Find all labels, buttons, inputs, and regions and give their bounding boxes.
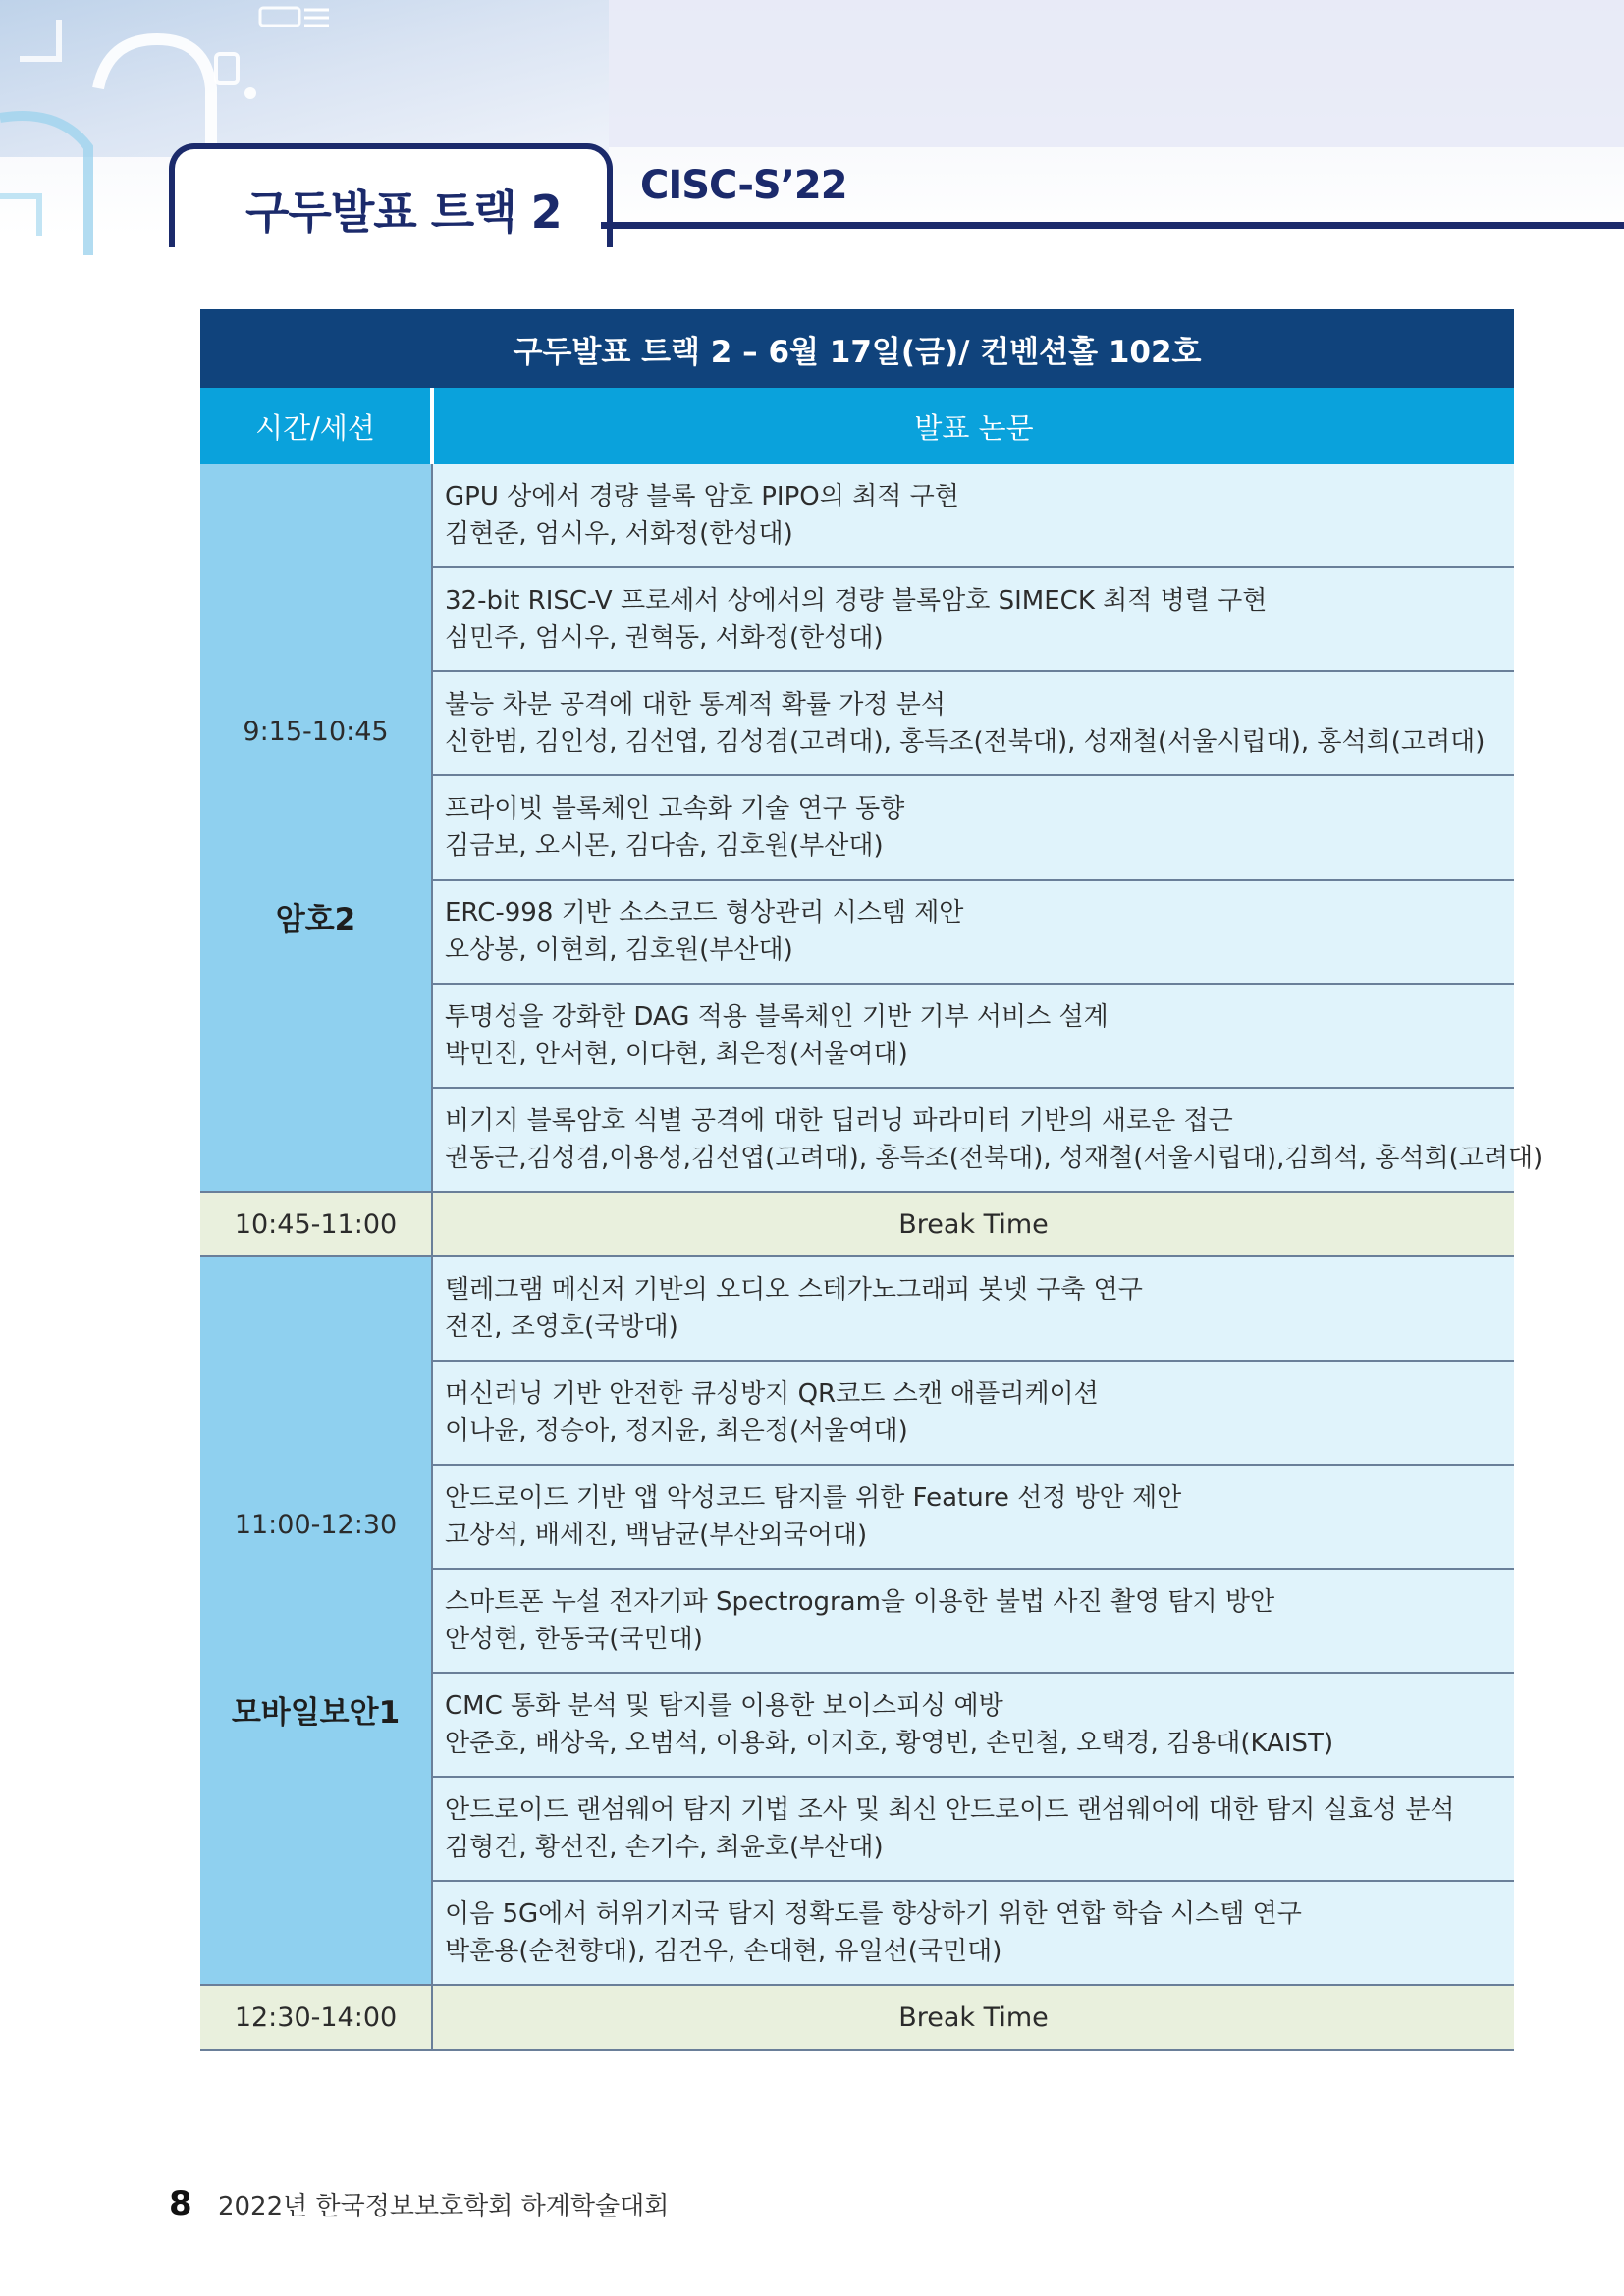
break-label: Break Time [432,1985,1514,2050]
paper-authors: 안성현, 한동국(국민대) [445,1625,703,1654]
paper-entry [432,1256,1514,1361]
paper-entry [432,1088,1543,1192]
paper-title: 안드로이드 랜섬웨어 탐지 기법 조사 및 최신 안드로이드 랜섬웨어에 대한 탐지 실효성 분석 [445,1795,1455,1825]
break-time: 10:45-11:00 [200,1192,432,1256]
paper-title: 안드로이드 기반 앱 악성코드 탐지를 위한 Feature 선정 방안 제안 [445,1483,1182,1513]
paper-authors: 김현준, 엄시우, 서화정(한성대) [445,519,793,549]
paper-entry [432,1673,1514,1777]
paper-authors: 박훈용(순천향대), 김건우, 손대현, 유일선(국민대) [445,1937,1002,1966]
paper-title: GPU 상에서 경량 블록 암호 PIPO의 최적 구현 [445,482,959,511]
footer-event-name: 2022년 한국정보보호학회 하계학술대회 [217,2192,670,2221]
paper-entry [432,1881,1514,1985]
session-time: 11:00-12:30 [234,1510,398,1540]
session-name: 모바일보안1 [231,1695,401,1731]
column-header-time: 시간/세션 [200,388,432,464]
table-caption: 구두발표 트랙 2 – 6월 17일(금)/ 컨벤션홀 102호 [200,309,1514,388]
schedule-table [200,309,1543,2051]
paper-entry [432,671,1514,775]
session-cell [200,464,432,1192]
break-time: 12:30-14:00 [200,1985,432,2050]
paper-authors: 오상봉, 이현희, 김호원(부산대) [445,935,793,965]
session-name: 암호2 [275,902,356,937]
conference-name: CISC-S’22 [640,163,847,208]
paper-entry [432,1569,1514,1673]
break-label: Break Time [432,1192,1514,1256]
paper-title: 투명성을 강화한 DAG 적용 블록체인 기반 기부 서비스 설계 [445,1002,1109,1032]
paper-authors: 김금보, 오시몬, 김다솜, 김호원(부산대) [445,831,884,861]
paper-authors: 이나윤, 정승아, 정지윤, 최은정(서울여대) [445,1416,908,1446]
paper-entry [432,984,1514,1088]
paper-authors: 심민주, 엄시우, 권혁동, 서화정(한성대) [445,623,884,653]
paper-title: 불능 차분 공격에 대한 통계적 확률 가정 분석 [445,690,946,720]
paper-authors: 안준호, 배상욱, 오범석, 이용화, 이지호, 황영빈, 손민철, 오택경, 김용대(KAIST) [445,1729,1334,1758]
paper-entry [432,775,1514,880]
paper-authors: 신한범, 김인성, 김선엽, 김성겸(고려대), 홍득조(전북대), 성재철(서울시립대), 홍석희(고려대) [445,727,1486,757]
paper-title: CMC 통화 분석 및 탐지를 이용한 보이스피싱 예방 [445,1691,1003,1721]
paper-title: ERC-998 기반 소스코드 형상관리 시스템 제안 [445,898,964,928]
page-footer [169,2184,669,2223]
paper-title: 스마트폰 누설 전자기파 Spectrogram을 이용한 불법 사진 촬영 탐지 방안 [445,1587,1275,1617]
track-title: 구두발표 트랙 2 [245,186,562,239]
paper-entry [432,1465,1514,1569]
paper-entry [432,880,1514,984]
paper-title: 이음 5G에서 허위기지국 탐지 정확도를 향상하기 위한 연합 학습 시스템 연구 [445,1899,1302,1929]
paper-authors: 권동근,김성겸,이용성,김선엽(고려대), 홍득조(전북대), 성재철(서울시립대),김희석, 홍석희(고려대) [445,1144,1543,1173]
page-number: 8 [169,2184,192,2223]
paper-title: 머신러닝 기반 안전한 큐싱방지 QR코드 스캔 애플리케이션 [445,1379,1099,1409]
session-time: 9:15-10:45 [243,717,389,747]
session-cell [200,1256,432,1985]
paper-authors: 박민진, 안서현, 이다현, 최은정(서울여대) [445,1040,908,1069]
paper-title: 32-bit RISC-V 프로세서 상에서의 경량 블록암호 SIMECK 최적 병렬 구현 [445,586,1268,615]
paper-title: 프라이빗 블록체인 고속화 기술 연구 동향 [445,794,905,824]
track-title-tab [169,143,613,247]
paper-authors: 전진, 조영호(국방대) [445,1312,678,1342]
paper-authors: 고상석, 배세진, 백남균(부산외국어대) [445,1521,868,1550]
paper-entry [432,1777,1514,1881]
paper-entry [432,1361,1514,1465]
header-rule [601,222,1624,229]
column-header-paper: 발표 논문 [432,388,1514,464]
paper-authors: 김형건, 황선진, 손기수, 최윤호(부산대) [445,1833,884,1862]
paper-title: 비기지 블록암호 식별 공격에 대한 딥러닝 파라미터 기반의 새로운 접근 [445,1106,1233,1136]
paper-entry [432,567,1514,671]
paper-title: 텔레그램 메신저 기반의 오디오 스테가노그래피 봇넷 구축 연구 [445,1275,1143,1305]
paper-entry [432,464,1514,567]
